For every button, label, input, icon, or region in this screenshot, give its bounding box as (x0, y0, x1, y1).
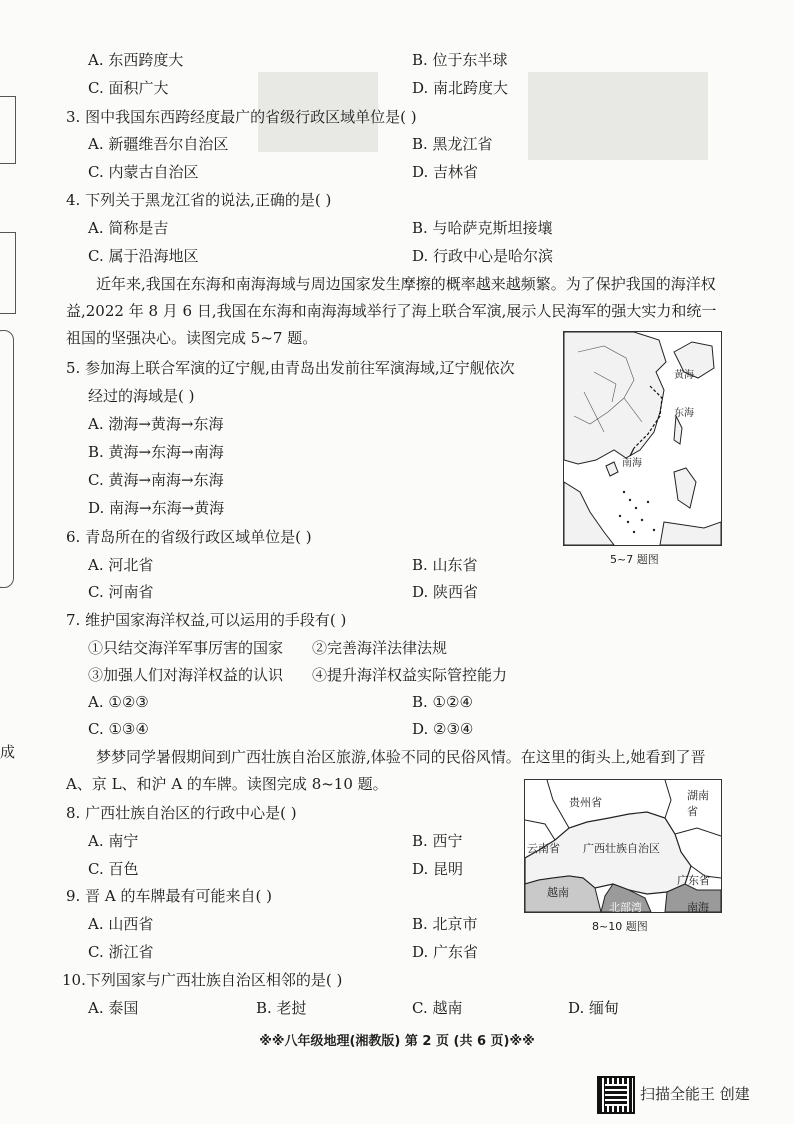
q9-option-b: B. 北京市 (412, 915, 478, 933)
map-5-7 (563, 331, 722, 546)
q3-stem: 3. 图中我国东西跨经度最广的省级行政区域单位是( ) (66, 108, 417, 126)
q8-stem: 8. 广西壮族自治区的行政中心是( ) (66, 804, 297, 822)
map2-label-nanhai: 南海 (687, 901, 709, 913)
page-footer: ※※八年级地理(湘教版) 第 2 页 (共 6 页)※※ (259, 1034, 535, 1049)
q7-statement-3: ③加强人们对海洋权益的认识 (88, 666, 284, 684)
q9-stem: 9. 晋 A 的车牌最有可能来自( ) (66, 887, 272, 905)
map2-label-guizhou: 贵州省 (569, 796, 602, 809)
q5-stem-line2: 经过的海域是( ) (88, 387, 195, 405)
q8-option-c: C. 百色 (88, 860, 139, 878)
q10-option-b: B. 老挝 (256, 999, 307, 1017)
q10-stem: 10.下列国家与广西壮族自治区相邻的是( ) (62, 971, 343, 989)
q5-stem-line1: 5. 参加海上联合军演的辽宁舰,由青岛出发前往军演海域,辽宁舰依次 (66, 359, 515, 377)
margin-mark: 成 (0, 743, 16, 761)
q9-option-a: A. 山西省 (88, 915, 154, 933)
q2-option-d: D. 南北跨度大 (412, 79, 509, 97)
q3-option-c: C. 内蒙古自治区 (88, 163, 199, 181)
map2-label-beibuwan: 北部湾 (609, 901, 642, 913)
q10-option-a: A. 泰国 (88, 999, 139, 1017)
q6-option-c: C. 河南省 (88, 583, 154, 601)
q5-option-c: C. 黄海→南海→东海 (88, 471, 224, 489)
map2-label-vietnam: 越南 (547, 886, 569, 899)
q6-option-a: A. 河北省 (88, 556, 154, 574)
q8-option-b: B. 西宁 (412, 832, 463, 850)
passage-8-10: 梦梦同学暑假期间到广西壮族自治区旅游,体验不同的民俗风情。在这里的街头上,她看到了晋 A、京 L、和沪 A 的车牌。读图完成 8~10 题。 (66, 748, 706, 793)
q4-stem: 4. 下列关于黑龙江省的说法,正确的是( ) (66, 191, 332, 209)
q2-option-b: B. 位于东半球 (412, 51, 508, 69)
map1-caption: 5~7 题图 (610, 553, 659, 566)
q4-option-d: D. 行政中心是哈尔滨 (412, 247, 554, 265)
q2-option-c: C. 面积广大 (88, 79, 169, 97)
q7-statement-1: ①只结交海洋军事厉害的国家 (88, 639, 284, 657)
q6-option-d: D. 陕西省 (412, 583, 479, 601)
q10-option-c: C. 越南 (412, 999, 463, 1017)
map2-label-yunnan: 云南省 (527, 842, 560, 855)
q6-option-b: B. 山东省 (412, 556, 478, 574)
q7-stem: 7. 维护国家海洋权益,可以运用的手段有( ) (66, 611, 347, 629)
q4-option-b: B. 与哈萨克斯坦接壤 (412, 219, 553, 237)
map-5-7-drawing (564, 332, 721, 545)
q3-option-a: A. 新疆维吾尔自治区 (88, 135, 229, 153)
q5-option-a: A. 渤海→黄海→东海 (88, 415, 224, 433)
q4-option-c: C. 属于沿海地区 (88, 247, 199, 265)
map-8-10 (524, 779, 722, 913)
q5-option-d: D. 南海→东海→黄海 (88, 499, 225, 517)
q7-statement-2: ②完善海洋法律法规 (312, 639, 448, 657)
map1-label-nanhai: 南海 (622, 458, 642, 469)
q7-option-a: A. ①②③ (88, 693, 149, 711)
map2-label-hunan: 湖南省 (687, 789, 709, 818)
map2-label-guangdong: 广东省 (677, 874, 710, 887)
q8-option-a: A. 南宁 (88, 832, 139, 850)
q8-option-d: D. 昆明 (412, 860, 464, 878)
qr-code-icon (597, 1076, 635, 1114)
passage-5-7: 近年来,我国在东海和南海海域与周边国家发生摩擦的概率越来越频繁。为了保护我国的海洋权益,2022 年 8 月 6 日,我国在东海和南海海域举行了海上联合军演,展示人民海军的强大实力和统一祖国的坚强决心。读图完成 5~7 题。 (66, 275, 717, 347)
map1-label-huanghai: 黄海 (674, 370, 694, 381)
map2-label-guangxi: 广西壮族自治区 (583, 842, 660, 855)
q7-option-d: D. ②③④ (412, 720, 474, 738)
q2-option-a: A. 东西跨度大 (88, 51, 184, 69)
q5-option-b: B. 黄海→东海→南海 (88, 443, 224, 461)
q7-statement-4: ④提升海洋权益实际管控能力 (312, 666, 508, 684)
map1-label-donghai: 东海 (674, 408, 694, 419)
q7-option-b: B. ①②④ (412, 693, 473, 711)
q10-option-d: D. 缅甸 (568, 999, 620, 1017)
scanner-watermark: 扫描全能王 创建 (640, 1085, 750, 1103)
q6-stem: 6. 青岛所在的省级行政区域单位是( ) (66, 528, 312, 546)
map2-caption: 8~10 题图 (592, 920, 648, 933)
q3-option-d: D. 吉林省 (412, 163, 479, 181)
q9-option-d: D. 广东省 (412, 943, 479, 961)
q7-option-c: C. ①③④ (88, 720, 149, 738)
q9-option-c: C. 浙江省 (88, 943, 154, 961)
q4-option-a: A. 简称是吉 (88, 219, 169, 237)
q3-option-b: B. 黑龙江省 (412, 135, 493, 153)
